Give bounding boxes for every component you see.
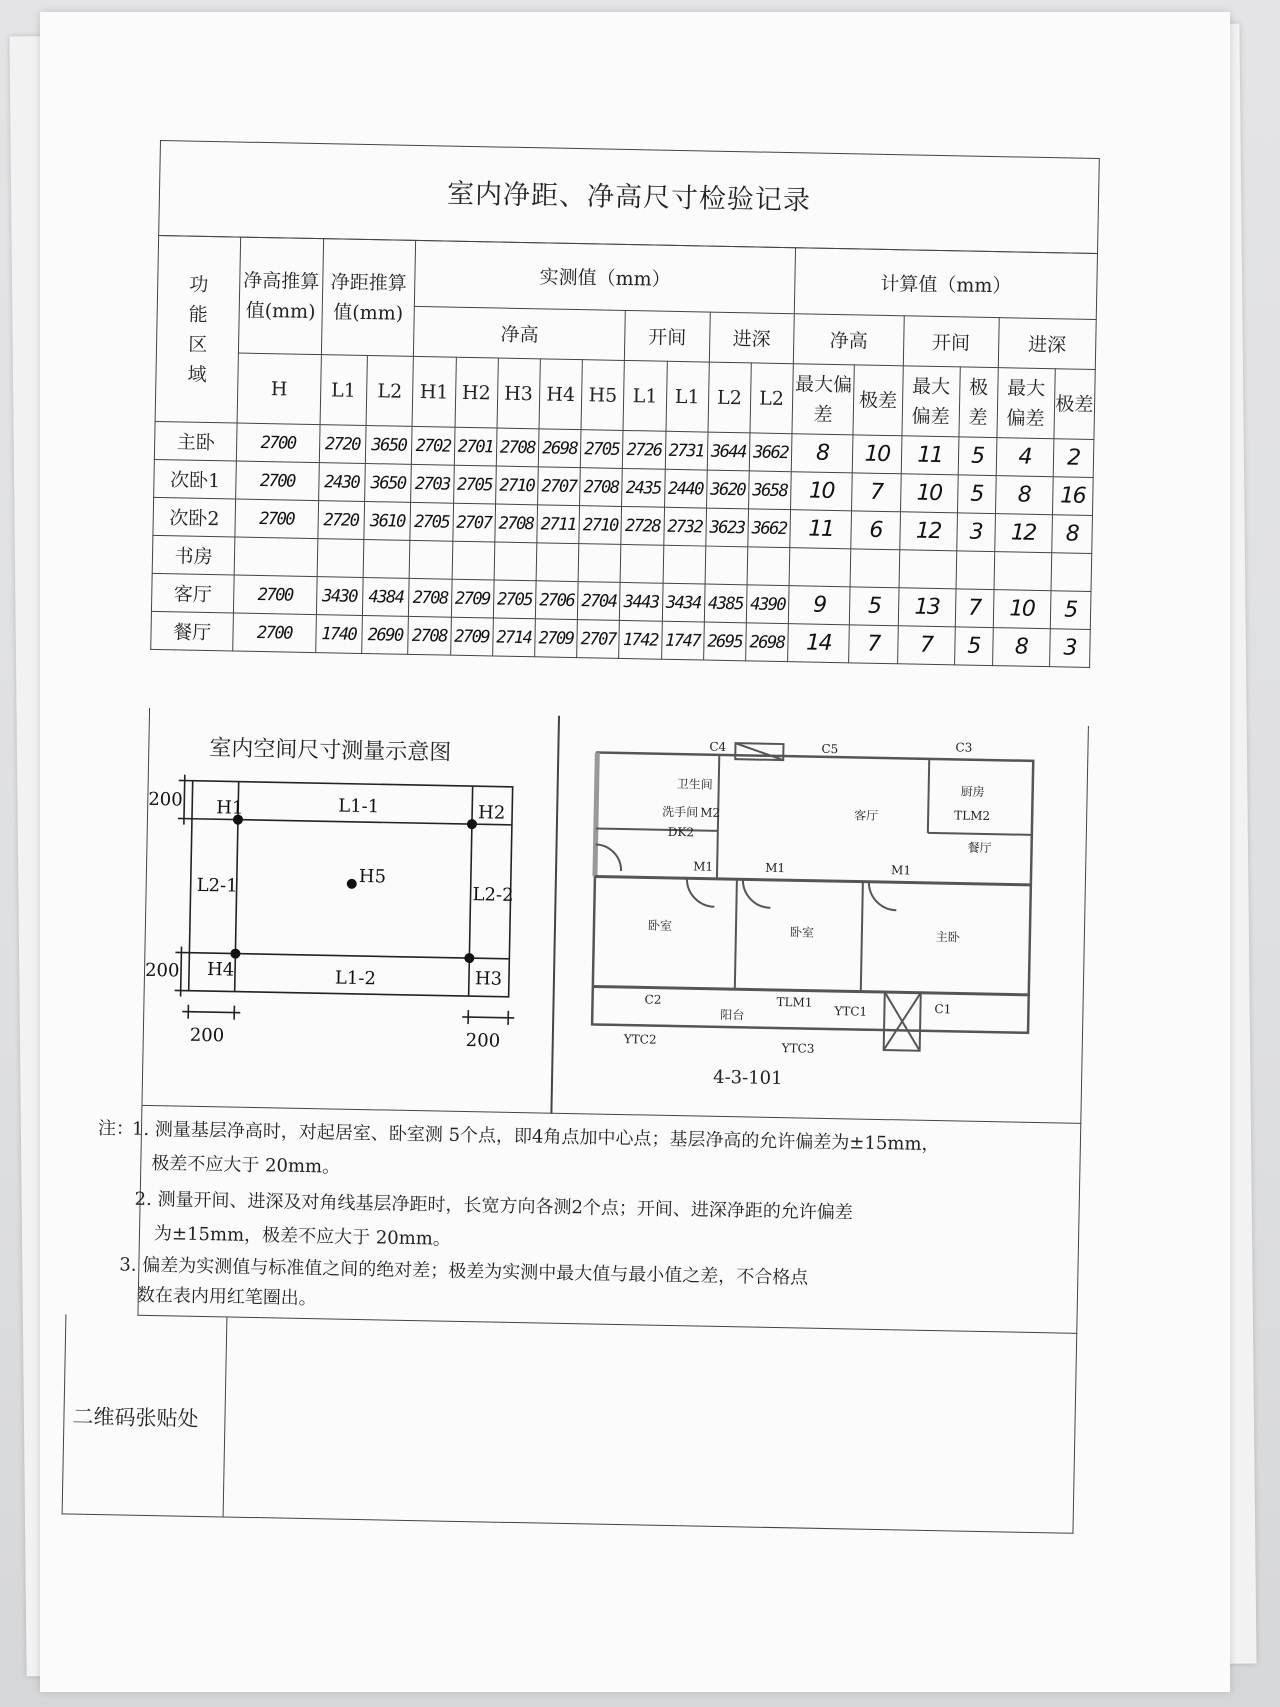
dim-bottom-left-h: 200 bbox=[189, 1024, 225, 1047]
value-cell: 3644 bbox=[707, 432, 750, 471]
fp-tlm1: TLM1 bbox=[776, 994, 813, 1010]
value-cell: 5 bbox=[958, 437, 997, 476]
header-c-bay: 开间 bbox=[903, 316, 999, 368]
value-cell: 13 bbox=[898, 588, 956, 627]
value-cell: 2728 bbox=[621, 506, 664, 545]
value-cell: 10 bbox=[900, 474, 958, 513]
value-cell bbox=[578, 544, 621, 583]
fp-bed1: 卧室 bbox=[647, 918, 673, 933]
row-area-name: 主卧 bbox=[154, 421, 237, 461]
header-c-clear-height: 净高 bbox=[793, 314, 904, 366]
value-cell: 3623 bbox=[706, 508, 749, 547]
value-cell: 2698 bbox=[538, 429, 581, 468]
value-cell: 2708 bbox=[496, 428, 539, 467]
value-cell: 3620 bbox=[706, 470, 749, 509]
value-cell: 3658 bbox=[748, 471, 791, 510]
fp-tlm2: TLM2 bbox=[954, 808, 991, 824]
fp-dining: 餐厅 bbox=[967, 840, 992, 856]
value-cell: 5 bbox=[1050, 591, 1091, 630]
value-cell: 2706 bbox=[535, 581, 578, 620]
label-h5: H5 bbox=[358, 865, 387, 888]
value-cell: 8 bbox=[1051, 515, 1092, 554]
fp-ytc3: YTC3 bbox=[781, 1041, 815, 1056]
value-cell: 2440 bbox=[664, 469, 707, 508]
row-area-name: 书房 bbox=[152, 535, 235, 575]
label-l2-1: L2-1 bbox=[196, 874, 238, 897]
point-h2 bbox=[467, 819, 477, 829]
value-cell: 2700 bbox=[236, 461, 319, 501]
fp-c2: C2 bbox=[644, 992, 662, 1007]
inspection-form bbox=[72, 140, 1100, 1533]
value-cell: 2701 bbox=[454, 427, 497, 466]
point-h5 bbox=[347, 879, 357, 889]
col-code: H5 bbox=[581, 360, 625, 431]
value-cell: 12 bbox=[900, 512, 958, 551]
fp-unit-code: 4-3-101 bbox=[712, 1066, 783, 1090]
dim-bottom-right-h: 200 bbox=[465, 1030, 501, 1052]
value-cell: 3662 bbox=[748, 509, 791, 548]
row-area-name: 次卧2 bbox=[153, 497, 236, 537]
value-cell: 6 bbox=[851, 511, 900, 550]
value-cell: 7 bbox=[955, 589, 994, 628]
value-cell bbox=[234, 537, 317, 577]
header-h-est: 净高推算值(mm) bbox=[239, 237, 323, 355]
fp-c4: C4 bbox=[709, 739, 727, 754]
value-cell bbox=[317, 539, 364, 578]
value-cell: 5 bbox=[850, 587, 899, 626]
value-cell: 14 bbox=[788, 624, 850, 663]
value-cell: 3434 bbox=[662, 583, 705, 622]
dim-top-left: 200 bbox=[148, 788, 183, 811]
value-cell: 2708 bbox=[495, 504, 538, 543]
value-cell: 2711 bbox=[537, 505, 580, 544]
value-cell: 2703 bbox=[411, 464, 454, 503]
header-func-area: 功能区域 bbox=[155, 235, 241, 423]
value-cell bbox=[494, 542, 537, 581]
value-cell: 2708 bbox=[580, 468, 623, 507]
value-cell: 11 bbox=[901, 436, 959, 475]
note-2b: 为±15mm，极差不应大于 20mm。 bbox=[153, 1223, 452, 1250]
qr-label-cell bbox=[63, 1314, 228, 1517]
value-cell bbox=[789, 548, 851, 587]
fp-c1: C1 bbox=[934, 1002, 952, 1017]
value-cell bbox=[994, 552, 1052, 591]
diagram-area bbox=[141, 708, 1088, 1124]
fp-m1-c: M1 bbox=[890, 863, 912, 878]
value-cell: 7 bbox=[849, 625, 898, 664]
header-m-depth: 进深 bbox=[709, 312, 794, 364]
value-cell bbox=[363, 539, 410, 578]
label-h4: H4 bbox=[206, 959, 235, 981]
measurement-schematic bbox=[142, 708, 558, 1114]
fp-ytc2: YTC2 bbox=[623, 1032, 657, 1047]
value-cell: 2695 bbox=[703, 622, 746, 661]
fp-dk2: DK2 bbox=[667, 824, 695, 840]
value-cell: 3 bbox=[1049, 629, 1090, 668]
value-cell: 2704 bbox=[578, 582, 621, 621]
col-code: L1 bbox=[320, 355, 368, 426]
value-cell: 2435 bbox=[622, 468, 665, 507]
col-code: H bbox=[237, 353, 321, 425]
value-cell: 4 bbox=[996, 438, 1054, 477]
value-cell: 2705 bbox=[453, 465, 496, 504]
value-cell: 2700 bbox=[234, 575, 317, 615]
value-cell bbox=[452, 541, 495, 580]
col-code: H4 bbox=[539, 359, 583, 430]
value-cell: 2702 bbox=[412, 426, 455, 465]
col-max-dev: 最大偏差 bbox=[997, 368, 1055, 439]
form-title: 室内净距、净高尺寸检验记录 bbox=[158, 140, 1100, 254]
value-cell: 4390 bbox=[746, 585, 789, 624]
notes-prefix: 注： bbox=[97, 1117, 135, 1140]
col-code: L2 bbox=[366, 356, 414, 427]
fp-balcony: 阳台 bbox=[720, 1007, 745, 1023]
value-cell: 3430 bbox=[316, 577, 363, 616]
point-h4 bbox=[230, 949, 240, 959]
value-cell: 3662 bbox=[749, 433, 792, 472]
value-cell: 2714 bbox=[492, 618, 535, 657]
value-cell bbox=[956, 551, 995, 590]
label-l2-2: L2-2 bbox=[472, 884, 514, 906]
col-code: H2 bbox=[455, 357, 499, 428]
value-cell: 2707 bbox=[538, 467, 581, 506]
col-range: 极差 bbox=[853, 365, 903, 436]
row-area-name: 餐厅 bbox=[151, 611, 234, 651]
value-cell: 2707 bbox=[452, 503, 495, 542]
value-cell: 2690 bbox=[362, 615, 409, 654]
value-cell bbox=[899, 550, 957, 589]
value-cell: 2700 bbox=[237, 423, 320, 463]
value-cell bbox=[747, 547, 790, 586]
value-cell: 10 bbox=[853, 435, 902, 474]
value-cell: 3650 bbox=[365, 426, 412, 465]
value-cell: 2709 bbox=[535, 619, 578, 658]
value-cell: 12 bbox=[994, 514, 1052, 553]
value-cell: 16 bbox=[1052, 477, 1093, 516]
fp-wash: 洗手间 bbox=[662, 804, 699, 820]
note-2a: 2. 测量开间、进深及对角线基层净距时，长宽方向各测2个点；开间、进深净距的允许偏差 bbox=[134, 1188, 854, 1224]
fp-c5: C5 bbox=[821, 741, 839, 757]
fp-bed2: 卧室 bbox=[789, 925, 815, 940]
value-cell: 1742 bbox=[619, 620, 662, 659]
value-cell: 2710 bbox=[579, 506, 622, 545]
value-cell: 2709 bbox=[450, 617, 493, 656]
value-cell bbox=[620, 544, 663, 583]
value-cell: 2705 bbox=[493, 580, 536, 619]
col-range: 极差 bbox=[1054, 369, 1096, 440]
label-l1-2: L1-2 bbox=[334, 967, 377, 990]
value-cell: 8 bbox=[992, 628, 1050, 667]
value-cell: 2705 bbox=[410, 502, 453, 541]
label-h1: H1 bbox=[215, 797, 244, 819]
value-cell: 2698 bbox=[745, 623, 788, 662]
label-h3: H3 bbox=[474, 968, 503, 990]
value-cell: 1747 bbox=[661, 621, 704, 660]
value-cell: 2710 bbox=[495, 466, 538, 505]
value-cell: 2731 bbox=[665, 431, 708, 470]
value-cell: 2726 bbox=[623, 430, 666, 469]
header-l-est: 净距推算值(mm) bbox=[321, 239, 416, 357]
header-m-bay: 开间 bbox=[625, 310, 710, 362]
value-cell: 10 bbox=[993, 590, 1051, 629]
row-area-name: 次卧1 bbox=[154, 459, 237, 499]
value-cell: 1740 bbox=[315, 615, 362, 654]
value-cell bbox=[705, 546, 748, 585]
col-code: L1 bbox=[623, 360, 667, 431]
value-cell: 11 bbox=[790, 510, 852, 549]
value-cell: 2708 bbox=[409, 578, 452, 617]
value-cell: 5 bbox=[954, 627, 993, 666]
value-cell: 3650 bbox=[365, 464, 412, 503]
note-1a: 1. 测量基层净高时，对起居室、卧室测 5个点，即4角点加中心点；基层净高的允许偏差为±15mm， bbox=[131, 1118, 940, 1156]
header-calc: 计算值（mm） bbox=[794, 248, 1097, 320]
value-cell: 3443 bbox=[620, 582, 663, 621]
value-cell bbox=[536, 543, 579, 582]
notes-section bbox=[97, 1106, 1081, 1334]
value-cell: 2732 bbox=[663, 507, 706, 546]
value-cell: 2705 bbox=[580, 430, 623, 469]
value-cell: 7 bbox=[852, 473, 901, 512]
fp-master: 主卧 bbox=[935, 930, 960, 945]
col-code: H1 bbox=[412, 356, 456, 427]
header-measured: 实测值（mm） bbox=[415, 240, 796, 313]
value-cell: 8 bbox=[995, 476, 1053, 515]
header-m-clear-height: 净高 bbox=[414, 306, 626, 360]
note-1b: 极差不应大于 20mm。 bbox=[151, 1153, 341, 1178]
value-cell: 4385 bbox=[704, 584, 747, 623]
label-h2: H2 bbox=[477, 802, 506, 824]
value-cell bbox=[410, 540, 453, 579]
label-l1-1: L1-1 bbox=[338, 795, 380, 818]
col-range: 极差 bbox=[959, 367, 998, 438]
fp-kitchen: 厨房 bbox=[960, 784, 985, 799]
dim-bottom-left: 200 bbox=[144, 959, 180, 982]
note-3b: 数在表内用红笔圈出。 bbox=[136, 1284, 317, 1310]
value-cell: 10 bbox=[791, 472, 853, 511]
value-cell: 2720 bbox=[319, 425, 366, 464]
fp-c3: C3 bbox=[955, 740, 973, 755]
header-c-depth: 进深 bbox=[998, 318, 1096, 370]
schematic-title: 室内空间尺寸测量示意图 bbox=[209, 736, 452, 766]
fp-living: 客厅 bbox=[854, 808, 879, 823]
fp-m1-a: M1 bbox=[693, 859, 714, 874]
value-cell: 7 bbox=[897, 626, 955, 665]
col-code: L2 bbox=[750, 363, 794, 434]
value-cell: 8 bbox=[791, 434, 853, 473]
col-code: L2 bbox=[708, 362, 752, 433]
record-table bbox=[150, 235, 1098, 668]
value-cell: 9 bbox=[788, 586, 850, 625]
value-cell: 2707 bbox=[577, 620, 620, 659]
value-cell: 2430 bbox=[318, 463, 365, 502]
value-cell: 3610 bbox=[364, 501, 411, 540]
point-h3 bbox=[464, 953, 474, 963]
fp-m1-b: M1 bbox=[765, 860, 786, 876]
floor-plan bbox=[552, 716, 1088, 1124]
col-max-dev: 最大偏差 bbox=[902, 366, 960, 437]
value-cell bbox=[850, 549, 899, 588]
col-code: L1 bbox=[666, 361, 710, 432]
note-3a: 3. 偏差为实测值与标准值之间的绝对差；极差为实测中最大值与最小值之差，不合格点 bbox=[119, 1254, 809, 1289]
fp-ytc1: YTC1 bbox=[834, 1004, 868, 1019]
fp-bath: 卫生间 bbox=[676, 777, 713, 792]
value-cell: 2720 bbox=[317, 501, 364, 540]
value-cell: 4384 bbox=[362, 577, 409, 616]
value-cell: 2708 bbox=[408, 616, 451, 655]
value-cell: 2700 bbox=[233, 613, 316, 653]
qr-label: 二维码张贴处 bbox=[72, 1404, 199, 1431]
row-area-name: 客厅 bbox=[151, 573, 234, 613]
value-cell: 2700 bbox=[235, 499, 318, 539]
col-max-dev: 最大偏差 bbox=[792, 364, 855, 435]
value-cell bbox=[1051, 553, 1092, 592]
value-cell: 2709 bbox=[451, 579, 494, 618]
value-cell: 2 bbox=[1053, 439, 1094, 478]
fp-m2: M2 bbox=[700, 805, 721, 820]
value-cell: 5 bbox=[957, 475, 996, 514]
col-code: H3 bbox=[497, 358, 541, 429]
qr-section bbox=[62, 1314, 1078, 1533]
value-cell: 3 bbox=[957, 513, 996, 552]
value-cell bbox=[663, 545, 706, 584]
